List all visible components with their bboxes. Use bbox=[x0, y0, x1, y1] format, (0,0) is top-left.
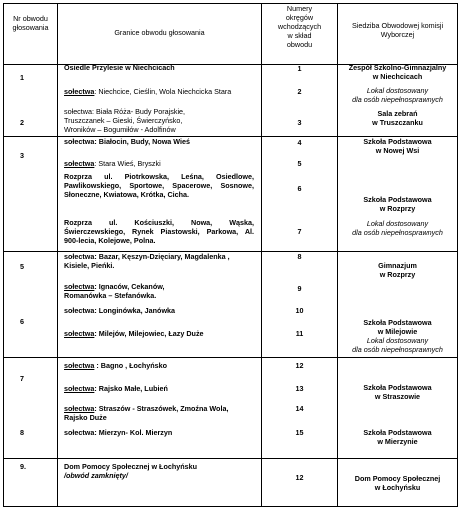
header-numery: Numery okręgów wchodzących w skład obwodu bbox=[277, 4, 322, 49]
row-4-boundary-a: Rozprza ul. Piotrkowska, Leśna, Osiedlowe, Pawlikowskiego, Sportowe, Spacerowe, Sosnowe, Słoneczne, Kwiatowa, Krótka, Cicha. bbox=[64, 172, 254, 199]
row-4-okreg-1: 6 bbox=[297, 184, 302, 193]
row-1-nr: 1 bbox=[20, 73, 24, 82]
row-3-boundary-b: sołectwa: Stara Wieś, Bryszki bbox=[64, 159, 161, 168]
row-7-boundary-a: sołectwa : Bagno , Łochyńsko bbox=[64, 361, 168, 370]
row-9-okreg-1: 12 bbox=[295, 473, 304, 482]
row-4-okreg-2: 7 bbox=[297, 227, 302, 236]
row-1-okreg-1: 1 bbox=[297, 64, 302, 73]
row-6-okreg-1: 10 bbox=[295, 306, 304, 315]
row-5-siedziba: Gimnazjum w Rozprzy bbox=[378, 261, 417, 279]
header-nr: Nr obwodu głosowania bbox=[12, 14, 49, 32]
row-2-nr: 2 bbox=[20, 118, 24, 127]
row-6-note: Lokal dostosowany dla osób niepełnosprawnych bbox=[352, 336, 443, 354]
row-1-okreg-2: 2 bbox=[297, 87, 302, 96]
header-granice: Granice obwodu głosowania bbox=[114, 28, 205, 37]
row-1-boundary-b: sołectwa: Niechcice, Cieślin, Wola Niechcicka Stara bbox=[64, 87, 232, 96]
row-4-note: Lokal dostosowany dla osób niepełnosprawnych bbox=[352, 219, 443, 237]
row-4-siedziba: Szkoła Podstawowa w Rozprzy bbox=[363, 195, 432, 213]
row-7-okreg-2: 13 bbox=[295, 384, 304, 393]
row-9-siedziba: Dom Pomocy Społecznej w Łochyńsku bbox=[354, 474, 441, 492]
row-6-boundary-b: sołectwa: Longinówka, Janówka bbox=[64, 306, 176, 315]
row-3-boundary-a: sołectwa: Białocin, Budy, Nowa Wieś bbox=[64, 137, 191, 146]
row-8-nr: 8 bbox=[20, 428, 24, 437]
row-8-siedziba: Szkoła Podstawowa w Mierzynie bbox=[363, 428, 432, 446]
row-8-boundary-a: sołectwa: Straszów - Straszówek, Zmoźna Wola, Rajsko Duże bbox=[64, 404, 229, 422]
row-3-okreg-1: 4 bbox=[297, 138, 302, 147]
row-6-boundary-a: sołectwa: Ignaców, Cekanów, Romanówka – Stefanówka. bbox=[64, 282, 165, 300]
row-6-nr: 6 bbox=[20, 317, 24, 326]
row-6-boundary-c: sołectwa: Milejów, Milejowiec, Łazy Duże bbox=[64, 329, 204, 338]
row-7-boundary-b: sołectwa: Rajsko Małe, Lubień bbox=[64, 384, 168, 393]
row-7-nr: 7 bbox=[20, 374, 24, 383]
row-5-okreg-1: 8 bbox=[297, 252, 302, 261]
row-6-okreg-2: 11 bbox=[295, 329, 304, 338]
row-5-okreg-2: 9 bbox=[297, 284, 302, 293]
row-7-siedziba: Szkoła Podstawowa w Straszowie bbox=[363, 383, 432, 401]
row-1-note: Lokal dostosowany dla osób niepełnosprawnych bbox=[352, 86, 443, 104]
row-3-okreg-2: 5 bbox=[297, 159, 302, 168]
row-2-siedziba: Sala zebrań w Truszczanku bbox=[372, 109, 423, 127]
row-1-siedziba: Zespół Szkolno-Gimnazjalny w Niechcicach bbox=[348, 63, 447, 81]
row-5-boundary: sołectwa: Bazar, Kęszyn-Dzięciary, Magdalenka , Kisiele, Pieńki. bbox=[64, 252, 230, 270]
row-7-okreg-1: 12 bbox=[295, 361, 304, 370]
header-siedziba: Siedziba Obwodowej komisji Wyborczej bbox=[351, 21, 444, 39]
row-8-boundary-b: sołectwa: Mierzyn- Kol. Mierzyn bbox=[64, 428, 173, 437]
row-3-nr: 3 bbox=[20, 151, 24, 160]
row-9-boundary: Dom Pomocy Społecznej w Łochyńsku /obwód zamknięty/ bbox=[64, 462, 197, 480]
row-3-siedziba: Szkoła Podstawowa w Nowej Wsi bbox=[363, 137, 432, 155]
row-8-okreg-1: 14 bbox=[295, 404, 304, 413]
row-4-boundary-b: Rozprza ul. Kościuszki, Nowa, Wąska, Świerczewskiego, Rynek Piastowski, Parkowa, Al. 900-lecia, Kolejowe, Polna. bbox=[64, 218, 254, 245]
row-5-nr: 5 bbox=[20, 262, 24, 271]
row-6-siedziba: Szkoła Podstawowa w Milejowie bbox=[363, 318, 432, 336]
row-2-okreg-1: 3 bbox=[297, 118, 302, 127]
row-9-nr: 9. bbox=[20, 462, 26, 471]
row-2-boundary: sołectwa: Biała Róża- Budy Porajskie, Truszczanek – Gieski, Świerczyńsko, Wroników – Bogumiłów - Adolfinów bbox=[64, 107, 186, 134]
row-1-boundary-a: Osiedle Przylesie w Niechcicach bbox=[64, 63, 175, 72]
row-8-okreg-2: 15 bbox=[295, 428, 304, 437]
